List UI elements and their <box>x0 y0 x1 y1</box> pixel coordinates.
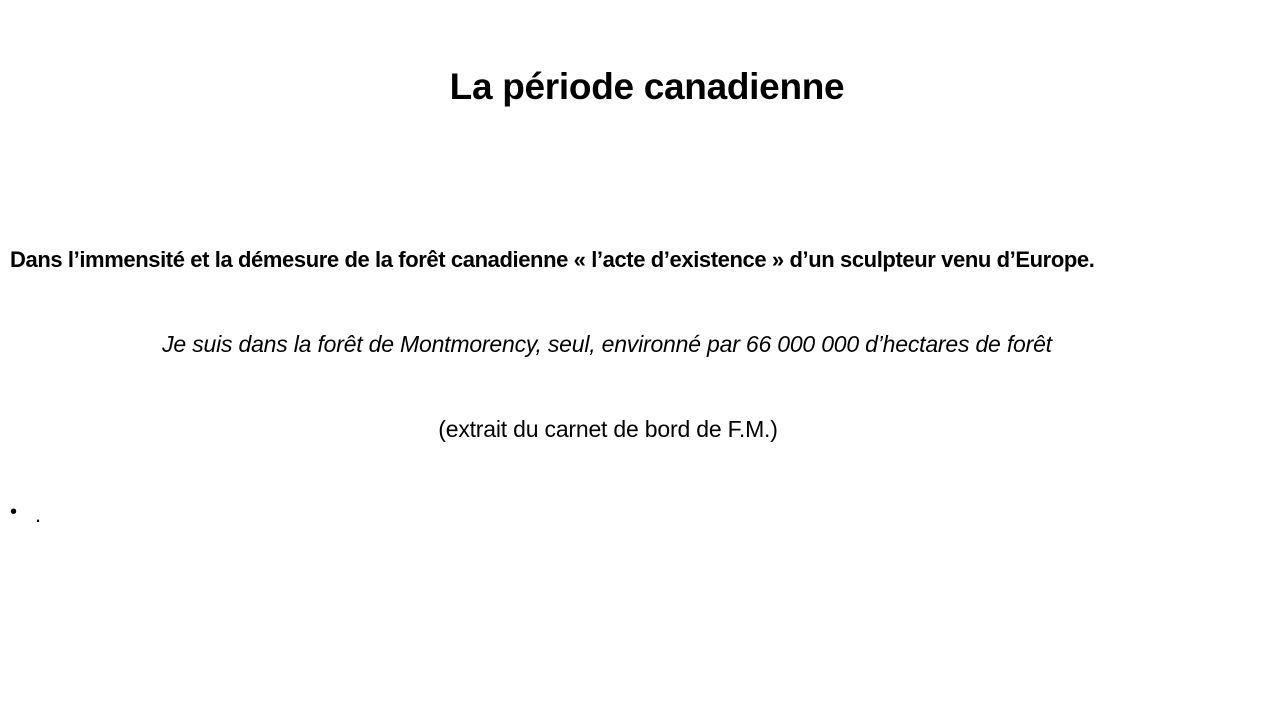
quote-text: Je suis dans la forêt de Montmorency, seul, environné par 66 000 000 d’hectares de forêt <box>162 331 1052 357</box>
bullet-list-item <box>10 498 41 530</box>
bullet-text: . <box>35 502 42 527</box>
quote-source: (extrait du carnet de bord de F.M.) <box>438 416 778 442</box>
bullet-marker: • <box>10 501 18 523</box>
slide-subtitle: Dans l’immensité et la démesure de la forêt canadienne « l’acte d’existence » d’un sculpteur venu d’Europe. <box>10 247 1095 272</box>
slide-title: La période canadienne <box>449 66 845 107</box>
